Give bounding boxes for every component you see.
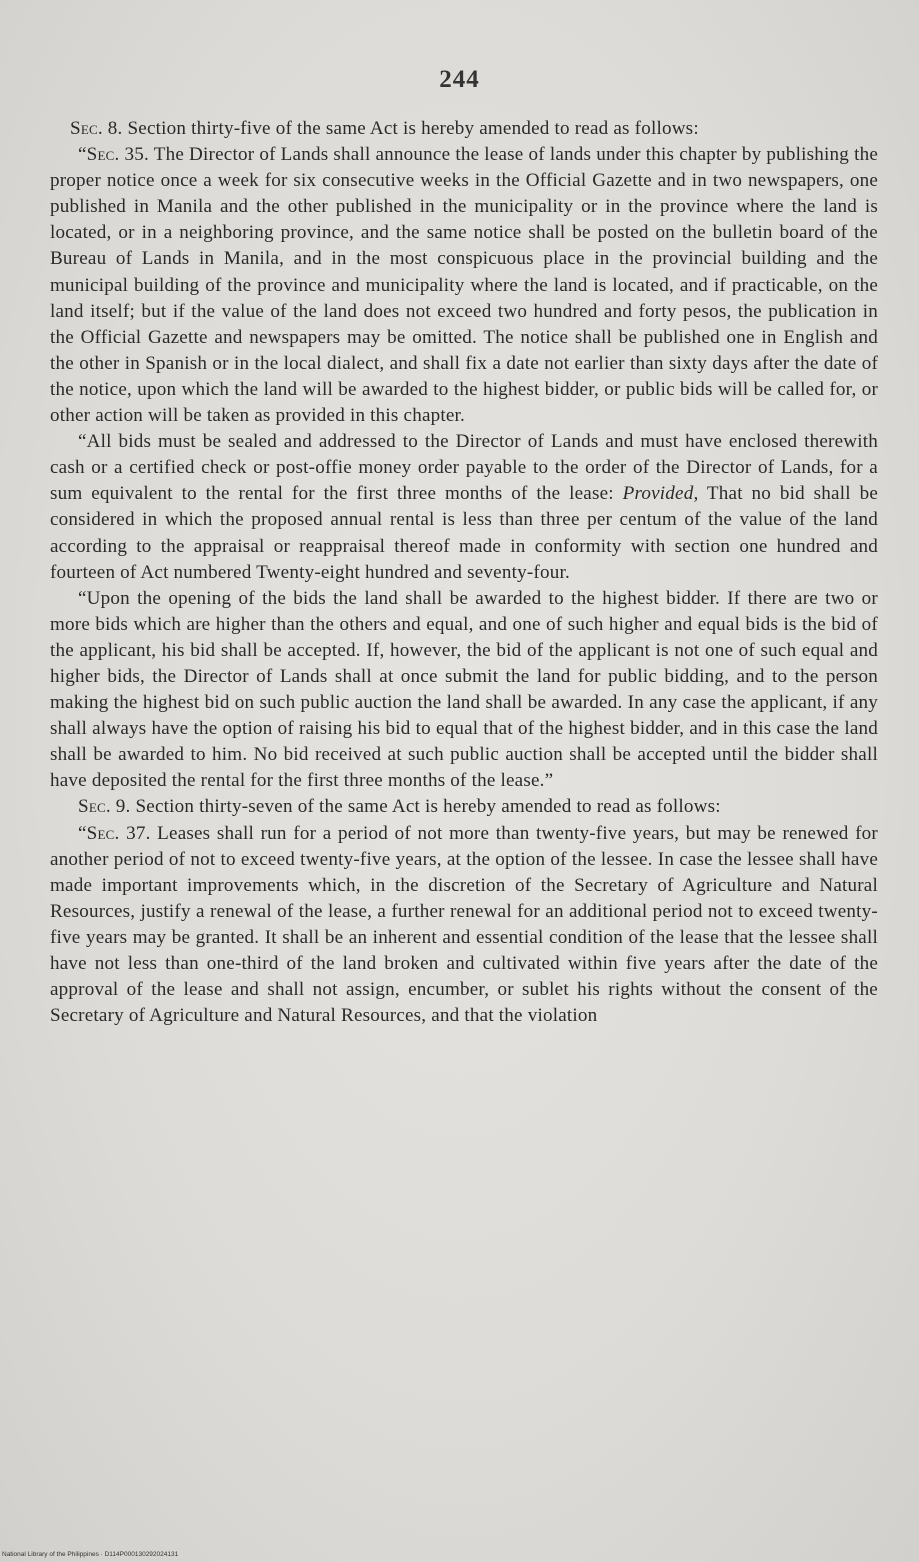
- paragraph-sec-37: [50, 821, 878, 1030]
- paragraph-sec-35: [50, 142, 878, 429]
- page-number: 244: [439, 66, 480, 93]
- body-text: [50, 116, 878, 1029]
- provided-italic: Provided,: [622, 483, 699, 505]
- section-lead: “Sec.: [78, 822, 120, 844]
- section-lead: “Sec.: [78, 144, 120, 166]
- paragraph-opening-bids: [50, 586, 878, 795]
- paragraph-text: 9. Section thirty-seven of the same Act is hereby amended to read as follows:: [110, 796, 721, 818]
- paragraph-text: That no bid shall be considered in which the proposed annual rental is less than three per centum of the value of the land according to the appraisal or reappraisal thereof made in conformity with section one hundred and fourteen of Act numbered Twenty-eight hundred and seventy-four.: [50, 483, 878, 583]
- paragraph-text: “Upon the opening of the bids the land shall be awarded to the highest bidder. If there are two or more bids which are higher than the others and equal, and one of such higher and equal bids is the bid of the applicant, his bid shall be accepted. If, however, the bid of the applicant is not one of such equal and higher bids, the Director of Lands shall at once submit the land for public bidding, and to the person making the highest bid on such public auction the land shall be awarded. In any case the applicant, if any shall always have the option of raising his bid to equal that of the highest bidder, and in this case the land shall be awarded to him. No bid received at such public auction shall be accepted until the bidder shall have deposited the rental for the first three months of the lease.”: [50, 587, 878, 792]
- paragraph-text: 37. Leases shall run for a period of not more than twenty-five years, but may be renewed for another period of not to exceed twenty-five years, at the option of the lessee. In case the lessee shall have made important improvements which, in the discretion of the Secretary of Agriculture and Natural Resources, justify a renewal of the lease, a further renewal for an additional period not to exceed twenty-five years may be granted. It shall be an inherent and essential condition of the lease that the lessee shall have not less than one-third of the land broken and cultivated within five years after the date of the approval of the lease and shall not assign, encumber, or sublet his rights without the consent of the Secretary of Agriculture and Natural Resources, and that the violation: [50, 822, 878, 1027]
- paragraph-sec-8: [50, 116, 878, 142]
- paragraph-text: “All bids must be sealed and addressed to the Director of Lands and must have enclosed therewith cash or a certified check or post-offie money order payable to the order of the Director of Lands, for a sum equivalent to the rental for the first three months of the lease:: [50, 431, 878, 505]
- library-footer: National Library of the Philippines · D114P000130292024131: [2, 1551, 179, 1558]
- section-lead: Sec.: [70, 118, 103, 139]
- paragraph-text: 35. The Director of Lands shall announce the lease of lands under this chapter by publishing the proper notice once a week for six consecutive weeks in the Official Gazette and in two newspapers, one published in Manila and the other published in the municipality or in the province where the land is located, or in a neighboring province, and the same notice shall be posted on the bulletin board of the Bureau of Lands in Manila, and in the most conspicuous place in the provincial building and the municipal building of the province and municipality where the land is located, and if practicable, on the land itself; but if the value of the land does not exceed two hundred and forty pesos, the publication in the Official Gazette and newspapers may be omitted. The notice shall be published one in English and the other in Spanish or in the local dialect, and shall fix a date not earlier than sixty days after the date of the notice, upon which the land will be awarded to the highest bidder, or public bids will be called for, or other action will be taken as provided in this chapter.: [50, 144, 878, 427]
- paragraph-bids: [50, 429, 878, 586]
- section-lead: Sec.: [78, 796, 111, 818]
- paragraph-sec-9: [50, 794, 878, 820]
- paragraph-text: 8. Section thirty-five of the same Act is hereby amended to read as follows:: [102, 118, 699, 139]
